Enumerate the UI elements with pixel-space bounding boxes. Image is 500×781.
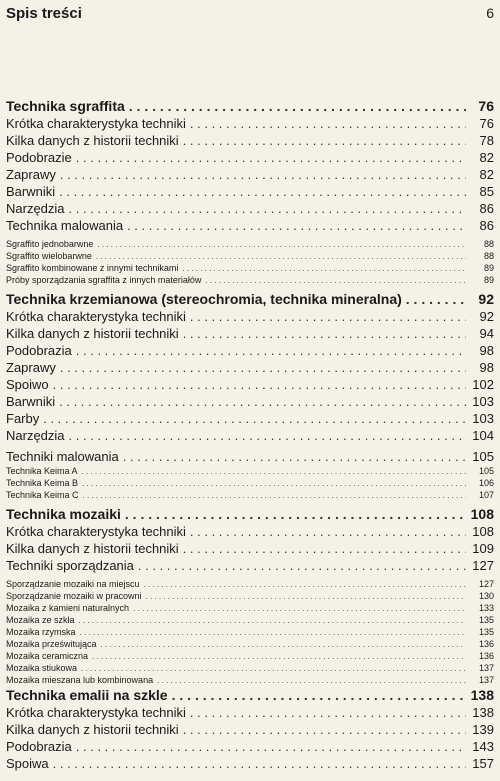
- dot-leader: [76, 738, 466, 755]
- toc-entry-page: 108: [472, 524, 494, 539]
- toc-entry-page: 109: [472, 541, 494, 556]
- table-of-contents: [6, 97, 494, 772]
- dot-leader: [59, 393, 466, 410]
- toc-entry-page: 157: [472, 756, 494, 771]
- toc-entry-title: Technika emalii na szkle: [6, 687, 168, 703]
- dot-leader: [76, 342, 466, 359]
- toc-entry-page: 105: [478, 466, 494, 476]
- toc-entry-page: 102: [472, 377, 494, 392]
- toc-entry-page: 103: [472, 394, 494, 409]
- dot-leader: [138, 557, 466, 574]
- toc-entry-page: 78: [479, 133, 494, 148]
- toc-entry-title: Technika krzemianowa (stereochromia, technika mineralna): [6, 291, 402, 307]
- toc-entry: [6, 166, 494, 183]
- toc-subentry: [6, 489, 494, 501]
- dot-leader: [172, 686, 466, 704]
- toc-entry-title: Mozaika z kamieni naturalnych: [6, 603, 130, 613]
- dot-leader: [127, 217, 466, 234]
- toc-entry-title: Narzędzia: [6, 428, 65, 443]
- toc-entry-title: Zaprawy: [6, 360, 56, 375]
- toc-entry-title: Techniki malowania: [6, 449, 119, 464]
- toc-entry-page: 127: [478, 579, 494, 589]
- toc-entry: [6, 540, 494, 557]
- toc-entry: [6, 704, 494, 721]
- toc-entry: [6, 308, 494, 325]
- toc-entry-page: 88: [483, 239, 494, 249]
- toc-entry-title: Narzędzia: [6, 201, 65, 216]
- toc-entry-page: 137: [478, 663, 494, 673]
- toc-entry-title: Krótka charakterystyka techniki: [6, 524, 186, 539]
- dot-leader: [190, 523, 466, 540]
- toc-entry-title: Sgraffito jednobarwne: [6, 239, 94, 249]
- toc-subentry: [6, 477, 494, 489]
- toc-entry-title: Barwniki: [6, 394, 56, 409]
- toc-entry-title: Próby sporządzania sgraffita z innych materiałów: [6, 275, 202, 285]
- dot-leader: [144, 579, 466, 590]
- toc-entry-page: 107: [478, 490, 494, 500]
- toc-entry-page: 108: [470, 506, 494, 522]
- toc-entry-page: 127: [472, 558, 494, 573]
- toc-entry-page: 82: [479, 150, 494, 165]
- toc-entry-page: 136: [478, 651, 494, 661]
- dot-leader: [83, 490, 466, 501]
- toc-entry-title: Technika Keima B: [6, 478, 79, 488]
- dot-leader: [96, 251, 466, 262]
- toc-entry-title: Mozaika rzymska: [6, 627, 76, 637]
- toc-subentry: [6, 638, 494, 650]
- toc-entry: [6, 376, 494, 393]
- toc-entry-page: 98: [479, 343, 494, 358]
- toc-entry-title: Zaprawy: [6, 167, 56, 182]
- toc-entry: [6, 755, 494, 772]
- dot-leader: [69, 200, 466, 217]
- toc-entry-page: 76: [478, 98, 494, 114]
- toc-entry-title: Spoiwo: [6, 377, 49, 392]
- toc-section-entry: [6, 290, 494, 308]
- toc-entry-title: Technika sgraffita: [6, 98, 125, 114]
- toc-entry-page: 143: [472, 739, 494, 754]
- dot-leader: [69, 427, 466, 444]
- toc-entry: [6, 200, 494, 217]
- dot-leader: [76, 149, 466, 166]
- toc-entry-page: 86: [479, 201, 494, 216]
- toc-entry-page: 138: [470, 687, 494, 703]
- toc-entry: [6, 738, 494, 755]
- toc-entry-title: Mozaika stiukowa: [6, 663, 78, 673]
- toc-entry-page: 105: [472, 449, 494, 464]
- toc-entry-title: Technika Keima C: [6, 490, 79, 500]
- toc-entry-title: Krótka charakterystyka techniki: [6, 705, 186, 720]
- toc-subentry: [6, 465, 494, 477]
- dot-leader: [406, 290, 466, 308]
- dot-leader: [129, 97, 466, 115]
- dot-leader: [79, 615, 466, 626]
- toc-entry-page: 88: [483, 251, 494, 261]
- dot-leader: [92, 651, 466, 662]
- page-number: 6: [486, 5, 494, 21]
- toc-entry-page: 135: [478, 627, 494, 637]
- toc-entry-title: Technika mozaiki: [6, 506, 121, 522]
- toc-entry: [6, 523, 494, 540]
- dot-leader: [43, 410, 466, 427]
- toc-entry-page: 130: [478, 591, 494, 601]
- dot-leader: [60, 359, 466, 376]
- dot-leader: [190, 308, 466, 325]
- toc-subentry: [6, 238, 494, 250]
- toc-entry-page: 133: [478, 603, 494, 613]
- toc-subentry: [6, 590, 494, 602]
- toc-entry: [6, 427, 494, 444]
- toc-entry-page: 104: [472, 428, 494, 443]
- toc-entry-page: 138: [472, 705, 494, 720]
- toc-subentry: [6, 662, 494, 674]
- toc-entry-page: 135: [478, 615, 494, 625]
- toc-entry: [6, 557, 494, 574]
- dot-leader: [59, 183, 466, 200]
- toc-entry-title: Podobrazia: [6, 739, 72, 754]
- toc-entry-page: 137: [478, 675, 494, 685]
- toc-entry: [6, 342, 494, 359]
- dot-leader: [133, 603, 466, 614]
- toc-entry: [6, 359, 494, 376]
- toc-section-entry: [6, 97, 494, 115]
- toc-entry: [6, 393, 494, 410]
- toc-subentry: [6, 626, 494, 638]
- toc-subentry: [6, 674, 494, 686]
- toc-entry-page: 86: [479, 218, 494, 233]
- toc-entry-title: Mozaika prześwitująca: [6, 639, 97, 649]
- toc-entry-title: Technika Keima A: [6, 466, 78, 476]
- dot-leader: [157, 675, 466, 686]
- dot-leader: [183, 721, 466, 738]
- toc-entry-title: Podobrazia: [6, 343, 72, 358]
- dot-leader: [190, 704, 466, 721]
- toc-entry-title: Techniki sporządzania: [6, 558, 134, 573]
- dot-leader: [183, 325, 466, 342]
- toc-entry-title: Podobrazie: [6, 150, 72, 165]
- toc-section-entry: [6, 686, 494, 704]
- dot-leader: [146, 591, 466, 602]
- toc-entry-page: 139: [472, 722, 494, 737]
- toc-entry-page: 89: [483, 263, 494, 273]
- toc-entry-page: 92: [479, 309, 494, 324]
- toc-entry: [6, 149, 494, 166]
- dot-leader: [82, 478, 466, 489]
- dot-leader: [97, 239, 466, 250]
- dot-leader: [53, 755, 466, 772]
- toc-entry-page: 106: [478, 478, 494, 488]
- toc-entry-title: Spoiwa: [6, 756, 49, 771]
- toc-subentry: [6, 578, 494, 590]
- dot-leader: [190, 115, 466, 132]
- dot-leader: [183, 132, 466, 149]
- dot-leader: [60, 166, 466, 183]
- toc-entry-title: Kilka danych z historii techniki: [6, 133, 179, 148]
- dot-leader: [80, 627, 466, 638]
- toc-entry: [6, 448, 494, 465]
- dot-leader: [205, 275, 466, 286]
- toc-entry-page: 85: [479, 184, 494, 199]
- toc-entry-page: 98: [479, 360, 494, 375]
- toc-entry-page: 136: [478, 639, 494, 649]
- toc-entry-title: Sporządzanie mozaiki na miejscu: [6, 579, 140, 589]
- toc-entry-title: Krótka charakterystyka techniki: [6, 309, 186, 324]
- toc-entry: [6, 410, 494, 427]
- dot-leader: [123, 448, 466, 465]
- dot-leader: [101, 639, 466, 650]
- toc-entry-page: 92: [478, 291, 494, 307]
- toc-subentry: [6, 274, 494, 286]
- dot-leader: [82, 466, 466, 477]
- toc-entry-title: Sporządzanie mozaiki w pracowni: [6, 591, 142, 601]
- toc-subentry: [6, 650, 494, 662]
- page-header: [6, 5, 494, 25]
- toc-entry-title: Kilka danych z historii techniki: [6, 541, 179, 556]
- toc-section-entry: [6, 505, 494, 523]
- toc-entry-title: Barwniki: [6, 184, 56, 199]
- toc-subentry: [6, 602, 494, 614]
- toc-entry-title: Sgraffito kombinowane z innymi technikami: [6, 263, 179, 273]
- toc-entry: [6, 115, 494, 132]
- toc-entry-title: Technika malowania: [6, 218, 124, 233]
- toc-entry-title: Krótka charakterystyka techniki: [6, 116, 186, 131]
- toc-entry-page: 82: [479, 167, 494, 182]
- page-title: Spis treści: [6, 5, 82, 22]
- toc-entry-title: Sgraffito wielobarwne: [6, 251, 92, 261]
- toc-entry-title: Mozaika ceramiczna: [6, 651, 89, 661]
- toc-subentry: [6, 614, 494, 626]
- dot-leader: [183, 540, 466, 557]
- toc-subentry: [6, 250, 494, 262]
- toc-entry-page: 103: [472, 411, 494, 426]
- toc-entry-page: 94: [479, 326, 494, 341]
- dot-leader: [53, 376, 466, 393]
- toc-entry-title: Mozaika mieszana lub kombinowana: [6, 675, 154, 685]
- toc-entry-page: 76: [479, 116, 494, 131]
- toc-entry-page: 89: [483, 275, 494, 285]
- dot-leader: [81, 663, 466, 674]
- toc-entry: [6, 183, 494, 200]
- toc-entry: [6, 721, 494, 738]
- toc-entry: [6, 217, 494, 234]
- toc-entry-title: Kilka danych z historii techniki: [6, 722, 179, 737]
- toc-entry-title: Mozaika ze szkła: [6, 615, 75, 625]
- dot-leader: [182, 263, 466, 274]
- toc-subentry: [6, 262, 494, 274]
- toc-entry-title: Farby: [6, 411, 40, 426]
- toc-entry-title: Kilka danych z historii techniki: [6, 326, 179, 341]
- dot-leader: [125, 505, 466, 523]
- toc-entry: [6, 132, 494, 149]
- toc-entry: [6, 325, 494, 342]
